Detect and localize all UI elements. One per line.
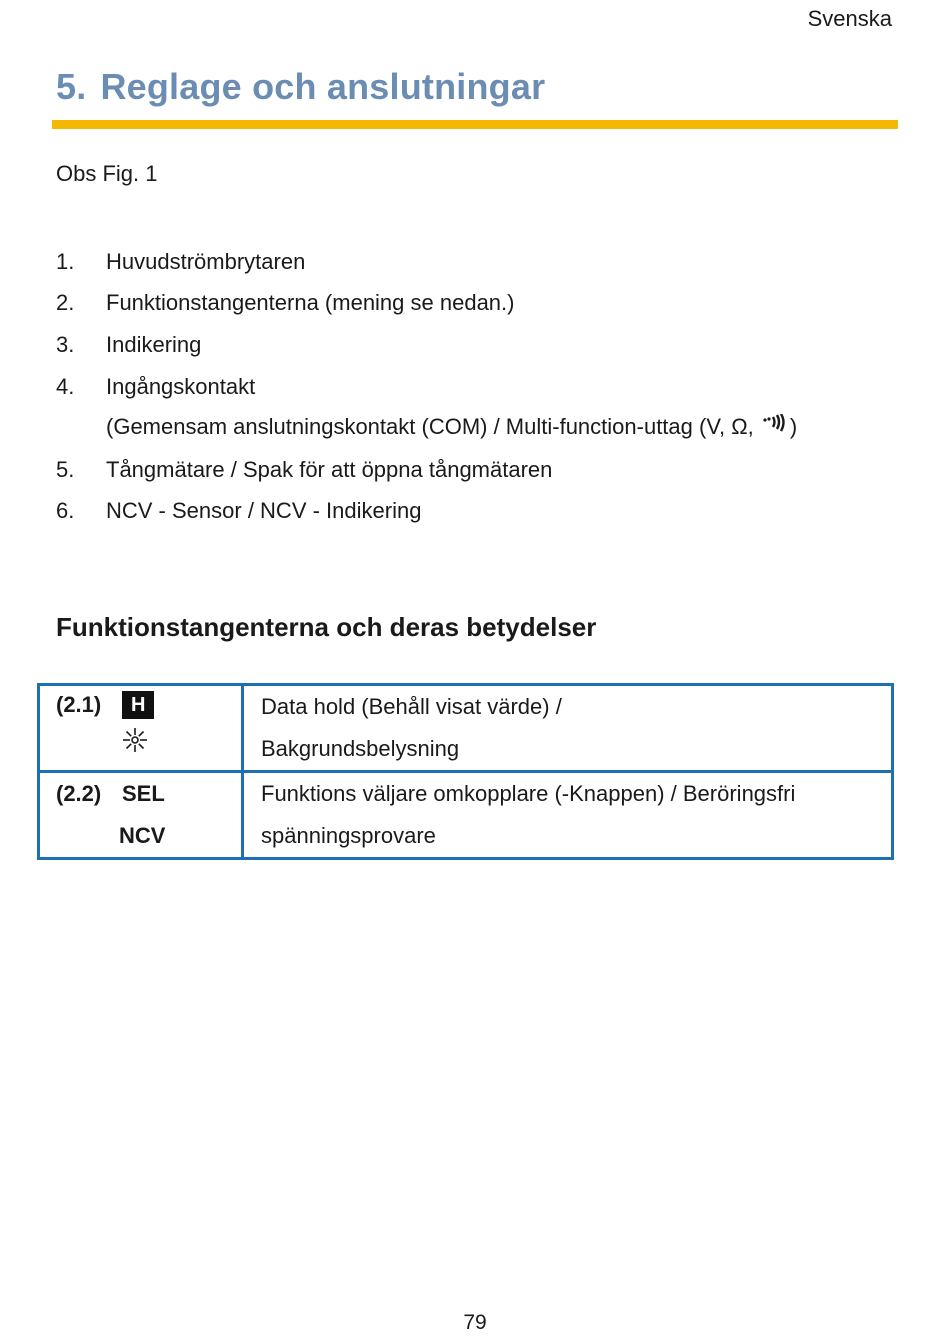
list-item-continuation xyxy=(56,407,797,449)
list-item-text: Indikering xyxy=(106,331,202,357)
section-number: 5. xyxy=(56,66,87,107)
sound-wave-icon xyxy=(762,414,788,442)
list-item-number: 5. xyxy=(56,456,75,482)
list-item-text: Ingångskontakt xyxy=(106,373,256,399)
key-cell xyxy=(39,772,243,859)
list-item-number: 4. xyxy=(56,373,75,399)
section-heading xyxy=(56,66,545,108)
figure-reference: Obs Fig. 1 xyxy=(56,161,158,186)
table-row xyxy=(39,772,893,859)
description-line: Bakgrundsbelysning xyxy=(261,736,460,761)
hold-key-label: H xyxy=(122,691,154,719)
list-item-text xyxy=(106,414,797,442)
list-item xyxy=(56,324,797,366)
controls-list xyxy=(56,241,797,532)
closing-paren: ) xyxy=(789,414,798,440)
description-cell xyxy=(243,685,893,772)
heading-divider xyxy=(52,120,898,129)
language-label: Svenska xyxy=(807,6,892,31)
subsection-title: Funktionstangenterna och deras betydelser xyxy=(56,612,597,642)
description-line: spänningsprovare xyxy=(261,823,436,848)
connector-description: (Gemensam anslutningskontakt (COM) / Multi-function-uttag (V, Ω, xyxy=(106,414,754,440)
list-item-number: 3. xyxy=(56,331,75,357)
list-item-text: NCV - Sensor / NCV - Indikering xyxy=(106,498,422,524)
page-number: 79 xyxy=(463,1311,487,1334)
key-code: (2.1) xyxy=(56,692,102,717)
list-item-text: Tångmätare / Spak för att öppna tångmätaren xyxy=(106,456,553,482)
key-cell xyxy=(39,685,243,772)
list-item xyxy=(56,449,797,491)
list-item xyxy=(56,491,797,533)
list-item-text: Huvudströmbrytaren xyxy=(106,248,306,274)
description-line: Funktions väljare omkopplare (-Knappen) / Beröringsfri xyxy=(261,781,796,806)
list-item-number: 6. xyxy=(56,498,75,524)
list-item-text: Funktionstangenterna (mening se nedan.) xyxy=(106,290,515,316)
list-item xyxy=(56,366,797,408)
list-item xyxy=(56,241,797,283)
table-row xyxy=(39,685,893,772)
list-item xyxy=(56,283,797,325)
list-item-number: 2. xyxy=(56,290,75,316)
function-keys-table xyxy=(37,683,894,860)
section-title: Reglage och anslutningar xyxy=(100,66,546,107)
ncv-key-label: NCV xyxy=(119,823,166,848)
sel-key-label: SEL xyxy=(122,781,165,806)
key-code: (2.2) xyxy=(56,781,102,806)
backlight-sun-icon xyxy=(122,724,241,756)
description-line: Data hold (Behåll visat värde) / xyxy=(261,694,562,719)
description-cell xyxy=(243,772,893,859)
list-item-number: 1. xyxy=(56,248,75,274)
